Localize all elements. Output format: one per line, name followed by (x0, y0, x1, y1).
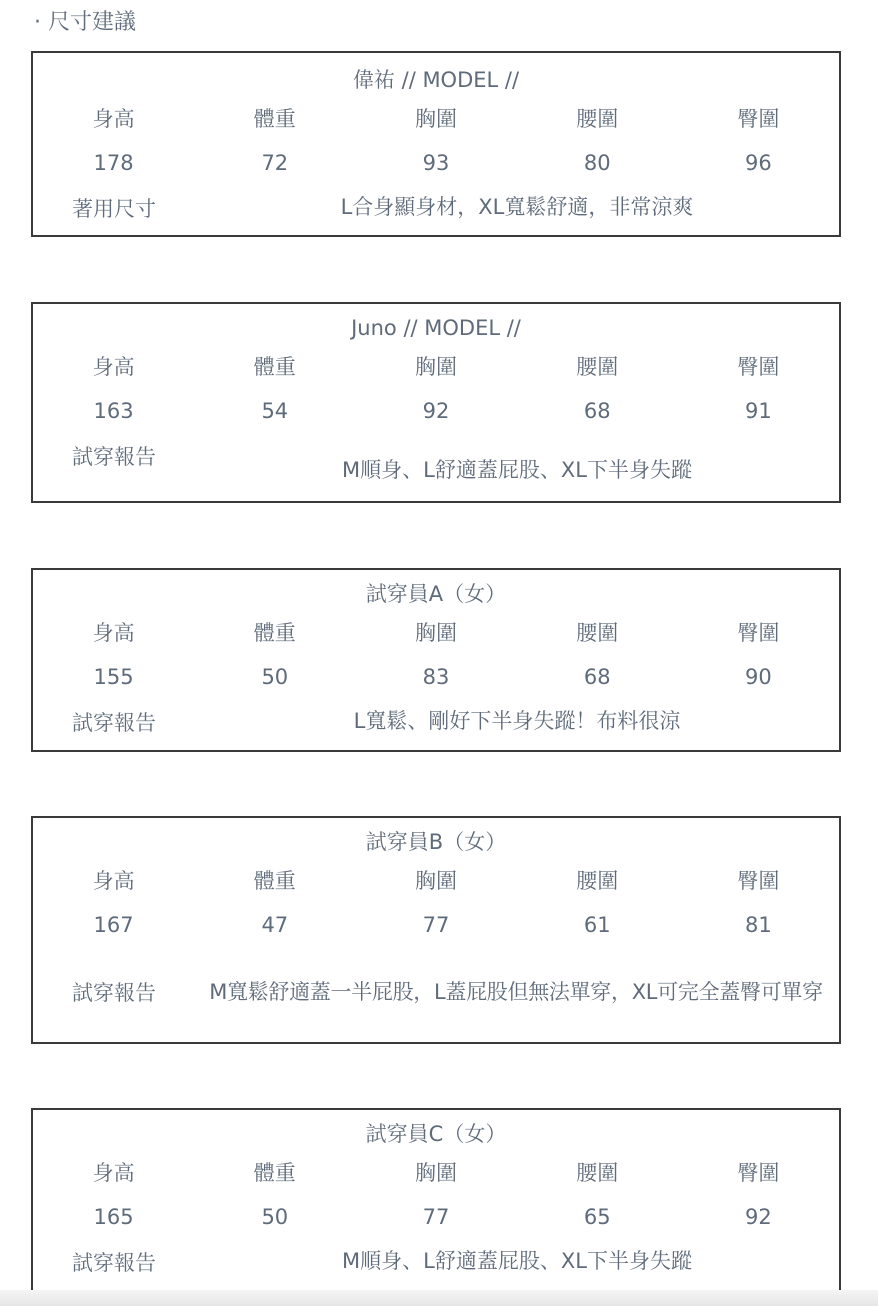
header-hip: 臀圍 (737, 1160, 780, 1185)
value-waist: 68 (583, 664, 611, 689)
value-bust: 77 (422, 912, 450, 937)
header-height: 身高 (92, 106, 135, 131)
header-waist: 腰圍 (576, 1160, 619, 1185)
header-row (33, 609, 839, 654)
value-waist: 65 (583, 1204, 611, 1229)
header-waist: 腰圍 (576, 868, 619, 893)
values-row (33, 140, 839, 185)
header-bust: 胸圍 (415, 620, 457, 645)
value-height: 167 (93, 912, 134, 937)
report-row (33, 433, 839, 493)
value-height: 163 (93, 398, 134, 423)
bottom-fade (0, 1290, 878, 1306)
report-text: M寬鬆舒適蓋一半屁股，L蓋屁股但無法單穿，XL可完全蓋臀可單穿 (209, 979, 823, 1004)
values-row (33, 654, 839, 699)
value-bust: 93 (422, 150, 450, 175)
value-weight: 50 (261, 1204, 289, 1229)
header-waist: 腰圍 (576, 354, 619, 379)
header-row (33, 343, 839, 388)
report-row (33, 699, 839, 744)
value-weight: 54 (261, 398, 289, 423)
card-title: Juno // MODEL // (351, 316, 521, 340)
values-row (33, 1194, 839, 1239)
value-height: 178 (93, 150, 134, 175)
size-card-model-juno (31, 302, 841, 503)
report-label: 試穿報告 (72, 710, 156, 735)
value-waist: 61 (583, 912, 611, 937)
value-bust: 92 (422, 398, 450, 423)
card-title: 試穿員A（女） (365, 582, 507, 606)
size-card-tester-b (31, 816, 841, 1044)
report-row (33, 1239, 839, 1284)
card-title: 試穿員B（女） (365, 830, 507, 854)
header-weight: 體重 (253, 868, 296, 893)
report-text: L寬鬆、剛好下半身失蹤！布料很涼 (353, 709, 681, 733)
report-label: 試穿報告 (72, 981, 156, 1005)
value-hip: 90 (745, 664, 772, 689)
report-label: 著用尺寸 (72, 196, 156, 221)
header-height: 身高 (92, 354, 135, 379)
report-label: 試穿報告 (72, 1250, 156, 1275)
header-height: 身高 (92, 620, 135, 645)
values-row (33, 902, 839, 947)
header-row (33, 95, 839, 140)
report-row (33, 185, 839, 230)
header-weight: 體重 (253, 620, 296, 645)
value-height: 155 (93, 664, 134, 689)
report-label: 試穿報告 (72, 445, 156, 469)
value-waist: 80 (583, 150, 611, 175)
header-bust: 胸圍 (415, 106, 457, 131)
header-hip: 臀圍 (737, 620, 780, 645)
report-text: M順身、L舒適蓋屁股、XL下半身失蹤 (342, 1249, 692, 1273)
header-row (33, 1149, 839, 1194)
value-bust: 77 (422, 1204, 450, 1229)
header-row (33, 857, 839, 902)
size-card-tester-c (31, 1108, 841, 1293)
value-hip: 92 (745, 1204, 772, 1229)
value-weight: 47 (261, 912, 289, 937)
value-bust: 83 (422, 664, 450, 689)
header-hip: 臀圍 (737, 868, 780, 893)
values-row (33, 388, 839, 433)
header-weight: 體重 (253, 1160, 296, 1185)
section-title: · 尺寸建議 (34, 10, 136, 35)
value-hip: 81 (745, 912, 772, 937)
header-height: 身高 (92, 868, 135, 893)
report-text: M順身、L舒適蓋屁股、XL下半身失蹤 (342, 458, 692, 482)
value-hip: 91 (745, 398, 772, 423)
header-height: 身高 (92, 1160, 135, 1185)
header-bust: 胸圍 (415, 354, 457, 379)
value-waist: 68 (583, 398, 611, 423)
value-weight: 72 (261, 150, 289, 175)
header-weight: 體重 (253, 106, 296, 131)
value-height: 165 (93, 1204, 134, 1229)
header-hip: 臀圍 (737, 354, 780, 379)
size-card-tester-a (31, 568, 841, 752)
card-title: 偉祐 // MODEL // (352, 68, 520, 92)
report-text: L合身顯身材，XL寬鬆舒適，非常涼爽 (340, 195, 694, 219)
header-hip: 臀圍 (737, 106, 780, 131)
header-bust: 胸圍 (415, 1160, 457, 1185)
size-card-model-weiyou (31, 51, 841, 237)
header-weight: 體重 (253, 354, 296, 379)
header-bust: 胸圍 (415, 868, 457, 893)
header-waist: 腰圍 (576, 620, 619, 645)
value-hip: 96 (745, 150, 772, 175)
header-waist: 腰圍 (576, 106, 619, 131)
report-row (33, 947, 839, 1037)
value-weight: 50 (261, 664, 289, 689)
card-title: 試穿員C（女） (365, 1122, 507, 1146)
